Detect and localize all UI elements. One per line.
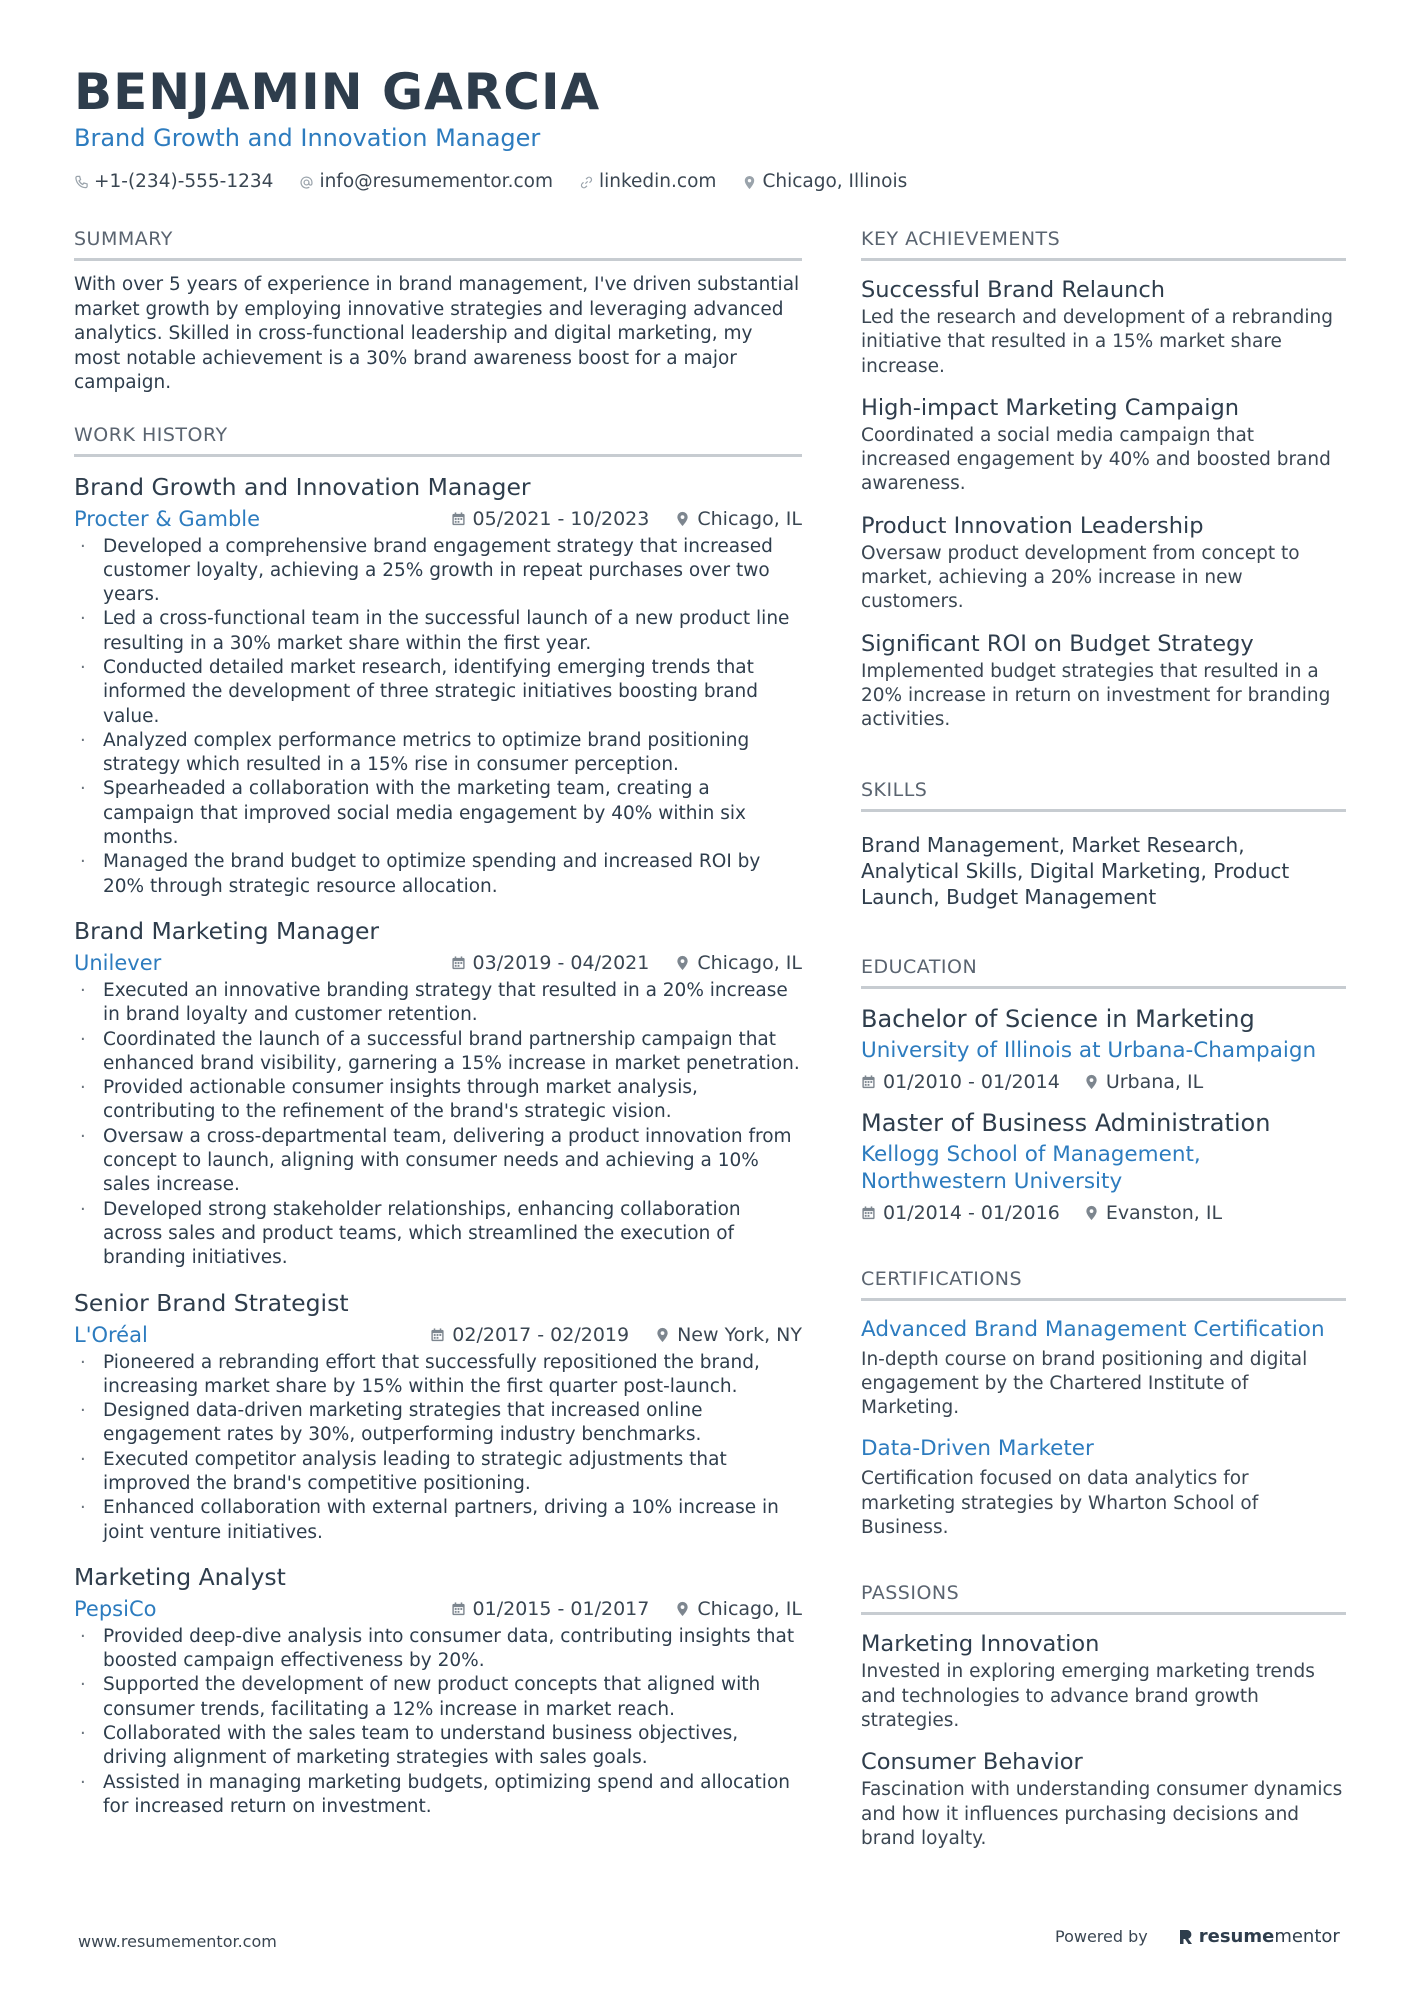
- achievements-section: [861, 226, 1346, 733]
- location-pin-icon: [742, 175, 757, 190]
- job-bullet: · Coordinated the launch of a successful brand partnership campaign that enhanced brand visibility, garnering a 15% increase in market penetration.: [74, 1028, 802, 1077]
- section-heading: SKILLS: [861, 777, 1346, 812]
- passions-section: [861, 1580, 1346, 1851]
- education-dates: [861, 1069, 1060, 1095]
- passion-item: [861, 1629, 1346, 1733]
- job-bullet: · Analyzed complex performance metrics to optimize brand positioning strategy which resulted in a 15% rise in consumer perception.: [74, 729, 802, 778]
- contact-email[interactable]: [299, 168, 553, 196]
- passion-title: Consumer Behavior: [861, 1749, 1083, 1776]
- passion-desc: Invested in exploring emerging marketing trends and technologies to advance brand growth strategies.: [861, 1661, 1315, 1731]
- job-bullet: · Assisted in managing marketing budgets, optimizing spend and allocation for increased return on investment.: [74, 1771, 802, 1820]
- location-pin-icon: [1084, 1074, 1099, 1090]
- powered-by-label: Powered by: [1055, 1927, 1148, 1946]
- job-bullet: · Developed strong stakeholder relationships, enhancing collaboration across sales and product teams, which streamlined the execution of branding initiatives.: [74, 1198, 802, 1271]
- job-meta: [74, 1594, 802, 1624]
- job-bullet: · Spearheaded a collaboration with the marketing team, creating a campaign that improved social media engagement by 40% within six months.: [74, 777, 802, 850]
- calendar-icon: [451, 1601, 466, 1617]
- education-location: [1084, 1069, 1203, 1095]
- job-bullet: · Oversaw a cross-departmental team, delivering a product innovation from concept to launch, aligning with consumer needs and achieving a 10% sales increase.: [74, 1125, 802, 1198]
- passion-title: Marketing Innovation: [861, 1631, 1100, 1658]
- certifications-section: [861, 1266, 1346, 1541]
- location-pin-icon: [675, 1601, 690, 1617]
- job-bullet: · Developed a comprehensive brand engagement strategy that increased customer loyalty, achieving a 25% growth in repeat purchases over two years.: [74, 535, 802, 608]
- job-dates-text: 02/2017 - 02/2019: [452, 1323, 630, 1346]
- section-heading: PASSIONS: [861, 1580, 1346, 1615]
- candidate-title: Brand Growth and Innovation Manager: [74, 124, 541, 152]
- education-section: [861, 954, 1346, 1226]
- section-heading: WORK HISTORY: [74, 422, 802, 457]
- achievement-desc: Coordinated a social media campaign that increased engagement by 40% and boosted brand awareness.: [861, 424, 1331, 495]
- footer-website[interactable]: www.resumementor.com: [78, 1932, 277, 1951]
- certification-item: [861, 1434, 1346, 1540]
- location-pin-icon: [675, 955, 690, 971]
- job-bullet: · Executed an innovative branding strategy that resulted in a 20% increase in brand loyalty and customer retention.: [74, 979, 802, 1028]
- certification-title: Advanced Brand Management Certification: [861, 1316, 1325, 1342]
- certification-list: [861, 1315, 1346, 1541]
- right-column: [861, 226, 1346, 1877]
- location-pin-icon: [655, 1327, 670, 1343]
- job-bullet: · Executed competitor analysis leading to strategic adjustments that improved the brand's competitive positioning.: [74, 1448, 802, 1497]
- left-column: [74, 226, 802, 1845]
- job-bullets: [74, 1351, 802, 1545]
- location-pin-icon: [675, 511, 690, 527]
- job-bullet: · Designed data-driven marketing strategies that increased online engagement rates by 30%, outperforming industry benchmarks.: [74, 1399, 802, 1448]
- achievement-item: [861, 629, 1346, 733]
- at-icon: [299, 175, 314, 190]
- degree-title: Master of Business Administration: [861, 1108, 1271, 1137]
- job-location: [675, 504, 802, 534]
- section-heading: EDUCATION: [861, 954, 1346, 989]
- achievement-title: Successful Brand Relaunch: [861, 277, 1165, 303]
- calendar-icon: [451, 955, 466, 971]
- skills-section: [861, 777, 1346, 910]
- summary-text: With over 5 years of experience in brand management, I've driven substantial market growth by employing innovative strategies and leveraging advanced analytics. Skilled in cross-functional leadership and digital marketing, my most notable achievement is a 30% brand awareness boost for a major campaign.: [74, 274, 800, 393]
- summary-section: [74, 226, 802, 396]
- passion-list: [861, 1629, 1346, 1851]
- brand-thin: mentor: [1274, 1926, 1340, 1947]
- job-location-text: Chicago, IL: [697, 951, 802, 974]
- education-dates: [861, 1200, 1060, 1226]
- phone-text: +1-(234)-555-1234: [94, 171, 274, 192]
- job-meta: [74, 504, 802, 534]
- job-location: [675, 1594, 802, 1624]
- job-bullet: · Pioneered a rebranding effort that successfully repositioned the brand, increasing market share by 15% within the first quarter post-launch.: [74, 1351, 802, 1400]
- job-bullet: · Provided deep-dive analysis into consumer data, contributing insights that boosted campaign effectiveness by 20%.: [74, 1625, 802, 1674]
- job-dates-text: 05/2021 - 10/2023: [472, 507, 650, 530]
- job-dates: [451, 504, 650, 534]
- passion-desc: Fascination with understanding consumer dynamics and how it influences purchasing decisions and brand loyalty.: [861, 1779, 1343, 1849]
- calendar-icon: [451, 511, 466, 527]
- brand-bold: resume: [1198, 1926, 1275, 1947]
- job-title: Brand Marketing Manager: [74, 916, 380, 945]
- job-bullet: · Conducted detailed market research, identifying emerging trends that informed the development of three strategic initiatives boosting brand value.: [74, 656, 802, 729]
- school-name: Kellogg School of Management, Northwestern University: [861, 1141, 1201, 1194]
- job-bullets: [74, 1625, 802, 1819]
- certification-desc: Certification focused on data analytics for marketing strategies by Wharton School of Business.: [861, 1468, 1259, 1539]
- job-dates: [451, 948, 650, 978]
- education-dates-text: 01/2010 - 01/2014: [883, 1070, 1060, 1093]
- job-meta-right: [451, 504, 802, 534]
- achievement-item: [861, 275, 1346, 379]
- job-dates-text: 03/2019 - 04/2021: [472, 951, 650, 974]
- company-name: PepsiCo: [74, 1596, 157, 1621]
- job-dates: [430, 1320, 629, 1350]
- job-entry: [74, 915, 802, 1271]
- company-name: Unilever: [74, 950, 162, 975]
- certification-title: Data-Driven Marketer: [861, 1436, 1094, 1462]
- job-meta: [74, 948, 802, 978]
- achievement-title: Significant ROI on Budget Strategy: [861, 630, 1254, 657]
- education-location-text: Evanston, IL: [1105, 1201, 1223, 1224]
- certification-desc: In-depth course on brand positioning and digital engagement by the Chartered Institute of Marketing.: [861, 1348, 1308, 1419]
- section-heading: SUMMARY: [74, 226, 802, 261]
- job-title: Senior Brand Strategist: [74, 1288, 349, 1317]
- job-meta-right: [451, 948, 802, 978]
- calendar-icon: [430, 1327, 445, 1343]
- section-heading: KEY ACHIEVEMENTS: [861, 226, 1346, 261]
- job-meta-right: [451, 1594, 802, 1624]
- achievement-item: [861, 393, 1346, 497]
- education-meta: [861, 1069, 1346, 1095]
- achievement-title: High-impact Marketing Campaign: [861, 394, 1239, 421]
- degree-title: Bachelor of Science in Marketing: [861, 1004, 1255, 1033]
- achievement-desc: Implemented budget strategies that resulted in a 20% increase in return on investment for branding activities.: [861, 660, 1331, 731]
- location-pin-icon: [1084, 1205, 1099, 1221]
- contact-bar: [74, 168, 1344, 196]
- job-entry: [74, 471, 802, 899]
- link-icon: [579, 175, 594, 190]
- contact-linkedin[interactable]: [579, 168, 716, 196]
- achievement-title: Product Innovation Leadership: [861, 512, 1204, 539]
- linkedin-text: linkedin.com: [598, 171, 717, 192]
- job-location-text: Chicago, IL: [697, 507, 802, 530]
- job-dates: [451, 1594, 650, 1624]
- education-item: [861, 1107, 1346, 1226]
- footer-brand: [1055, 1926, 1340, 1947]
- job-meta-right: [430, 1320, 802, 1350]
- job-dates-text: 01/2015 - 01/2017: [472, 1597, 650, 1620]
- skills-text: Brand Management, Market Research, Analytical Skills, Digital Marketing, Product Launch, Budget Management: [861, 832, 1290, 909]
- education-meta: [861, 1200, 1346, 1226]
- achievement-list: [861, 275, 1346, 733]
- work-history-section: [74, 422, 802, 1820]
- achievement-desc: Oversaw product development from concept to market, achieving a 20% increase in new customers.: [861, 542, 1300, 613]
- contact-phone[interactable]: [74, 168, 273, 196]
- job-bullets: [74, 979, 802, 1271]
- passion-item: [861, 1747, 1346, 1851]
- job-meta: [74, 1320, 802, 1350]
- job-entry: [74, 1287, 802, 1545]
- job-bullet: · Supported the development of new product concepts that aligned with consumer trends, facilitating a 12% increase in market reach.: [74, 1673, 802, 1722]
- education-location-text: Urbana, IL: [1105, 1070, 1204, 1093]
- job-bullet: · Managed the brand budget to optimize spending and increased ROI by 20% through strategic resource allocation.: [74, 850, 802, 899]
- job-bullets: [74, 535, 802, 899]
- calendar-icon: [861, 1205, 876, 1221]
- company-name: L'Oréal: [74, 1322, 148, 1347]
- achievement-desc: Led the research and development of a rebranding initiative that resulted in a 15% market share increase.: [861, 307, 1334, 377]
- contact-location: [742, 168, 907, 196]
- job-bullet: · Provided actionable consumer insights through market analysis, contributing to the refinement of the brand's strategic vision.: [74, 1076, 802, 1125]
- job-location-text: New York, NY: [677, 1323, 802, 1346]
- job-location: [675, 948, 802, 978]
- certification-item: [861, 1315, 1346, 1421]
- education-dates-text: 01/2014 - 01/2016: [883, 1201, 1060, 1224]
- email-text: info@resumementor.com: [319, 171, 553, 192]
- resume-header: [74, 60, 1344, 196]
- phone-icon: [74, 175, 89, 190]
- job-entry: [74, 1561, 802, 1819]
- section-heading: CERTIFICATIONS: [861, 1266, 1346, 1301]
- company-name: Procter & Gamble: [74, 506, 261, 531]
- education-location: [1084, 1200, 1222, 1226]
- job-title: Marketing Analyst: [74, 1562, 286, 1591]
- resumementor-logo[interactable]: [1178, 1926, 1340, 1947]
- job-list: [74, 471, 802, 1820]
- school-name: University of Illinois at Urbana-Champaign: [861, 1037, 1317, 1063]
- job-bullet: · Enhanced collaboration with external partners, driving a 10% increase in joint venture initiatives.: [74, 1496, 802, 1545]
- job-location-text: Chicago, IL: [697, 1597, 802, 1620]
- job-title: Brand Growth and Innovation Manager: [74, 472, 531, 501]
- achievement-item: [861, 511, 1346, 615]
- resumementor-logo-icon: [1178, 1928, 1194, 1946]
- education-item: [861, 1003, 1346, 1095]
- job-bullet: · Collaborated with the sales team to understand business objectives, driving alignment of marketing strategies with sales goals.: [74, 1722, 802, 1771]
- location-text: Chicago, Illinois: [762, 171, 908, 192]
- candidate-name: BENJAMIN GARCIA: [74, 63, 601, 121]
- calendar-icon: [861, 1074, 876, 1090]
- job-bullet: · Led a cross-functional team in the successful launch of a new product line resulting in a 30% market share within the first year.: [74, 607, 802, 656]
- education-list: [861, 1003, 1346, 1226]
- job-location: [655, 1320, 802, 1350]
